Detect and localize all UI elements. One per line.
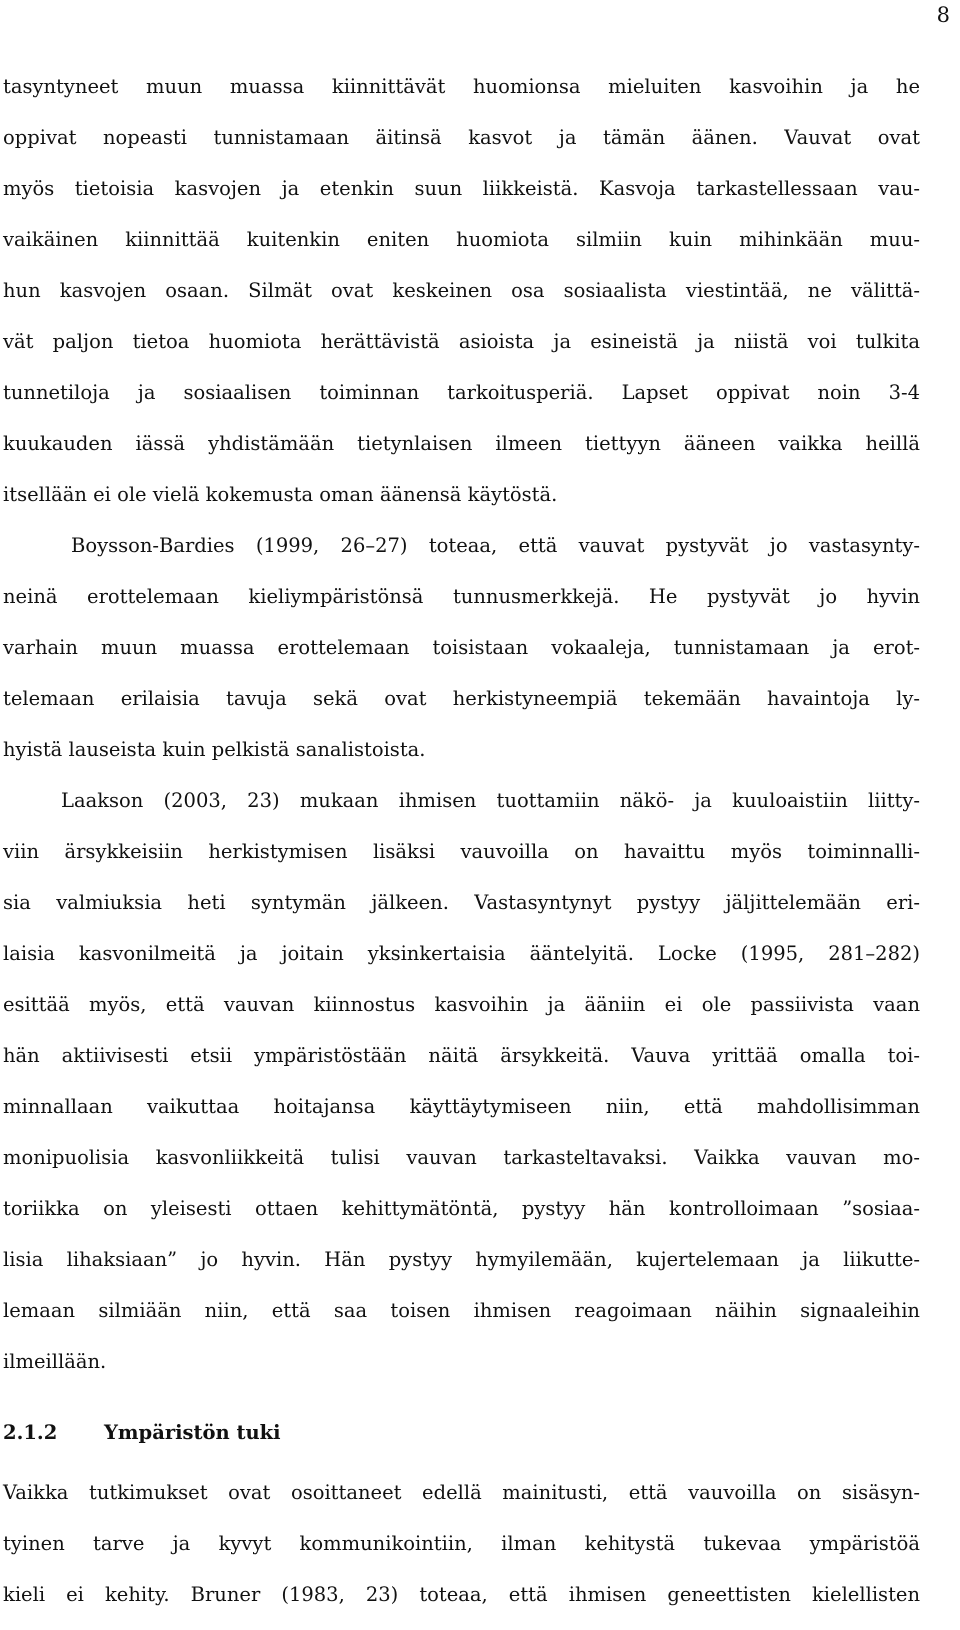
section-heading [3, 1418, 281, 1448]
text-line: tasyntyneet muun muassa kiinnittävät huomionsa mieluiten kasvoihin ja he [3, 75, 920, 98]
text-line: hun kasvojen osaan. Silmät ovat keskeinen osa sosiaalista viestintää, ne välittä- [3, 279, 920, 302]
text-line: minnallaan vaikuttaa hoitajansa käyttäytymiseen niin, että mahdollisimman [3, 1095, 920, 1118]
text-line: toriikka on yleisesti ottaen kehittymätöntä, pystyy hän kontrolloimaan ”sosiaa- [3, 1197, 920, 1220]
text-line: Vaikka tutkimukset ovat osoittaneet edellä mainitusti, että vauvoilla on sisäsyn- [3, 1481, 920, 1504]
text-line: Laakson (2003, 23) mukaan ihmisen tuottamiin näkö- ja kuuloaistiin liitty- [61, 789, 920, 812]
section-title: Ympäristön tuki [104, 1421, 281, 1444]
text-line: kieli ei kehity. Bruner (1983, 23) toteaa, että ihmisen geneettisten kielellisten [3, 1583, 920, 1606]
text-line: Boysson-Bardies (1999, 26–27) toteaa, että vauvat pystyvät jo vastasynty- [71, 534, 920, 557]
section-number: 2.1.2 [3, 1421, 58, 1444]
text-line: telemaan erilaisia tavuja sekä ovat herkistyneempiä tekemään havaintoja ly- [3, 687, 920, 710]
text-line: tyinen tarve ja kyvyt kommunikointiin, ilman kehitystä tukevaa ympäristöä [3, 1532, 920, 1555]
text-line: vät paljon tietoa huomiota herättävistä asioista ja esineistä ja niistä voi tulkita [3, 330, 920, 353]
text-line: kuukauden iässä yhdistämään tietynlaisen ilmeen tiettyyn ääneen vaikka heillä [3, 432, 920, 455]
page-number: 8 [936, 3, 950, 27]
text-line: vaikäinen kiinnittää kuitenkin eniten huomiota silmiin kuin mihinkään muu- [3, 228, 920, 251]
text-line: laisia kasvonilmeitä ja joitain yksinkertaisia ääntelyitä. Locke (1995, 281–282) [3, 942, 920, 965]
text-line: hyistä lauseista kuin pelkistä sanalistoista. [3, 738, 426, 761]
text-line: sia valmiuksia heti syntymän jälkeen. Vastasyntynyt pystyy jäljittelemään eri- [3, 891, 920, 914]
text-line: lisia lihaksiaan” jo hyvin. Hän pystyy hymyilemään, kujertelemaan ja liikutte- [3, 1248, 920, 1271]
text-line: tunnetiloja ja sosiaalisen toiminnan tarkoitusperiä. Lapset oppivat noin 3-4 [3, 381, 920, 404]
text-line: myös tietoisia kasvojen ja etenkin suun liikkeistä. Kasvoja tarkastellessaan vau- [3, 177, 920, 200]
text-line: varhain muun muassa erottelemaan toisistaan vokaaleja, tunnistamaan ja erot- [3, 636, 920, 659]
text-line: neinä erottelemaan kieliympäristönsä tunnusmerkkejä. He pystyvät jo hyvin [3, 585, 920, 608]
text-line: itsellään ei ole vielä kokemusta oman äänensä käytöstä. [3, 483, 558, 506]
text-line: viin ärsykkeisiin herkistymisen lisäksi vauvoilla on havaittu myös toiminnalli- [3, 840, 920, 863]
text-line: monipuolisia kasvonliikkeitä tulisi vauvan tarkasteltavaksi. Vaikka vauvan mo- [3, 1146, 920, 1169]
text-line: ilmeillään. [3, 1350, 107, 1373]
text-line: oppivat nopeasti tunnistamaan äitinsä kasvot ja tämän äänen. Vauvat ovat [3, 126, 920, 149]
text-line: esittää myös, että vauvan kiinnostus kasvoihin ja ääniin ei ole passiivista vaan [3, 993, 920, 1016]
text-line: lemaan silmiään niin, että saa toisen ihmisen reagoimaan näihin signaaleihin [3, 1299, 920, 1322]
text-line: hän aktiivisesti etsii ympäristöstään näitä ärsykkeitä. Vauva yrittää omalla toi- [3, 1044, 920, 1067]
